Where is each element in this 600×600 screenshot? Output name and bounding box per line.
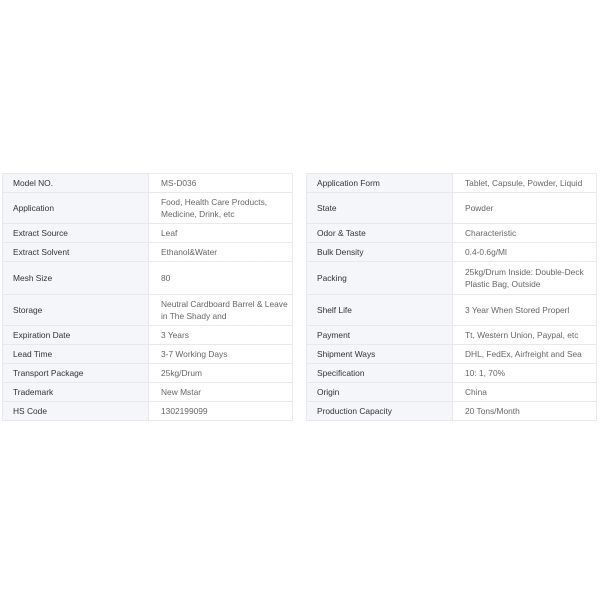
table-row [3,243,293,262]
spec-value-application [149,193,293,224]
spec-value-text: 10: 1, 70% [465,368,506,378]
spec-value-text: 80 [161,273,171,283]
table-row [307,326,597,345]
table-row [3,174,293,193]
table-row [307,262,597,295]
table-row [307,193,597,224]
spec-key-application: Application [3,193,149,224]
spec-key-mesh-size: Mesh Size [3,262,149,295]
spec-value-state [453,193,597,224]
spec-key-origin: Origin [307,383,453,402]
table-row [3,364,293,383]
spec-value-text: 25kg/Drum [161,368,202,378]
table-row [307,364,597,383]
spec-value-expiration-date [149,326,293,345]
spec-key-storage: Storage [3,295,149,326]
spec-value-text: Characteristic [465,228,517,238]
spec-value-shipment-ways [453,345,597,364]
spec-value-text: 0.4-0.6g/Ml [465,247,507,257]
spec-value-text: 3 Year When Stored Properl [465,305,570,315]
table-row [3,193,293,224]
spec-value-text: MS-D036 [161,178,197,188]
spec-table-right [306,173,597,421]
spec-value-text: Tt, Western Union, Paypal, etc [465,330,579,340]
table-row [307,345,597,364]
table-row [307,402,597,421]
spec-key-state: State [307,193,453,224]
spec-value-text: China [465,387,487,397]
spec-key-lead-time: Lead Time [3,345,149,364]
table-row [307,295,597,326]
spec-value-lead-time [149,345,293,364]
spec-value-packing [453,262,597,295]
table-row [3,224,293,243]
spec-key-extract-solvent: Extract Solvent [3,243,149,262]
spec-table-left [2,173,293,421]
spec-key-extract-source: Extract Source [3,224,149,243]
table-row [307,174,597,193]
spec-key-transport-package: Transport Package [3,364,149,383]
spec-value-trademark [149,383,293,402]
spec-value-bulk-density [453,243,597,262]
spec-value-text: Powder [465,203,494,213]
spec-value-production-capacity [453,402,597,421]
spec-value-payment [453,326,597,345]
spec-value-text: New Mstar [161,387,202,397]
table-row [3,326,293,345]
spec-key-expiration-date: Expiration Date [3,326,149,345]
spec-key-trademark: Trademark [3,383,149,402]
spec-value-extract-solvent [149,243,293,262]
spec-value-text: 25kg/Drum Inside: Double-Deck Plastic Bag, Outside [465,267,584,289]
spec-value-text: Food, Health Care Products, Medicine, Drink, etc [161,197,268,219]
table-row [3,383,293,402]
table-row [3,402,293,421]
spec-value-text: 3-7 Working Days [161,349,228,359]
spec-value-text: DHL, FedEx, Airfreight and Sea [465,349,582,359]
spec-value-text: 20 Tons/Month [465,406,520,416]
table-row [3,262,293,295]
table-row [307,383,597,402]
spec-value-application-form [453,174,597,193]
spec-key-production-capacity: Production Capacity [307,402,453,421]
spec-value-odor-taste [453,224,597,243]
spec-value-model-no [149,174,293,193]
spec-key-packing: Packing [307,262,453,295]
spec-value-transport-package [149,364,293,383]
spec-value-text: 3 Years [161,330,189,340]
spec-value-mesh-size [149,262,293,295]
table-row [307,224,597,243]
spec-key-shipment-ways: Shipment Ways [307,345,453,364]
spec-key-payment: Payment [307,326,453,345]
spec-value-text: Leaf [161,228,178,238]
spec-value-hs-code [149,402,293,421]
table-row [307,243,597,262]
spec-key-odor-taste: Odor & Taste [307,224,453,243]
spec-value-storage [149,295,293,326]
spec-key-shelf-life: Shelf Life [307,295,453,326]
spec-value-text: Ethanol&Water [161,247,218,257]
spec-value-text: Neutral Cardboard Barrel & Leave in The Shady and [161,299,288,321]
table-row [3,345,293,364]
spec-key-bulk-density: Bulk Density [307,243,453,262]
spec-key-model-no: Model NO. [3,174,149,193]
spec-value-extract-source [149,224,293,243]
table-row [3,295,293,326]
spec-value-shelf-life [453,295,597,326]
spec-value-origin [453,383,597,402]
spec-key-specification: Specification [307,364,453,383]
spec-key-application-form: Application Form [307,174,453,193]
spec-value-text: 1302199099 [161,406,208,416]
spec-value-text: Tablet, Capsule, Powder, Liquid [465,178,583,188]
spec-value-specification [453,364,597,383]
spec-key-hs-code: HS Code [3,402,149,421]
